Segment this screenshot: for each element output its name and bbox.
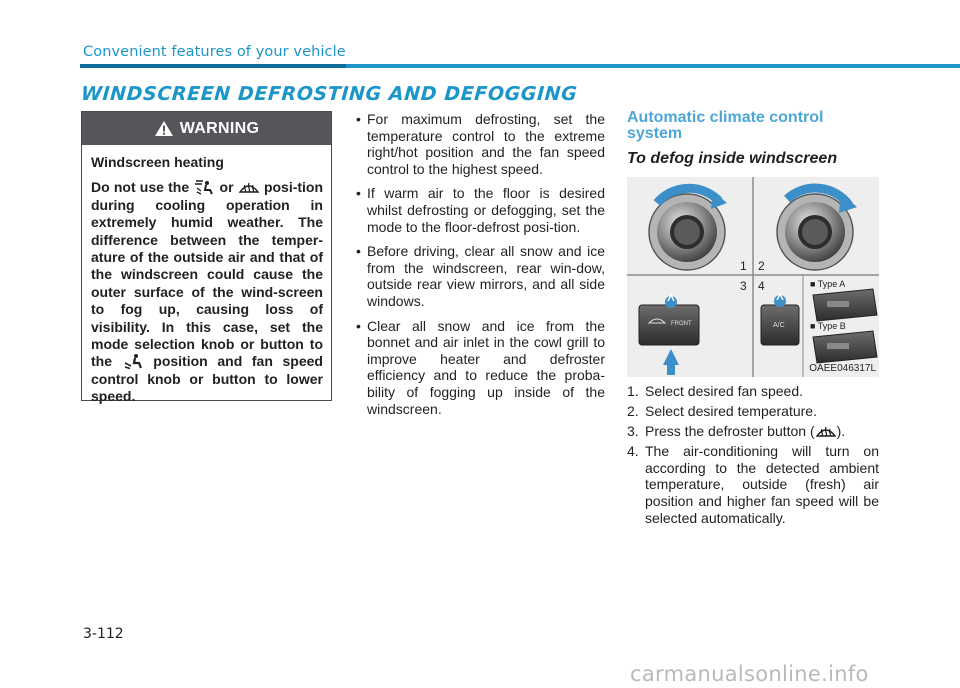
warning-subheading: Windscreen heating xyxy=(91,154,224,170)
section-header: Convenient features of your vehicle xyxy=(83,44,346,60)
warning-text-part: Do not use the xyxy=(91,179,190,196)
figure-label: 1 xyxy=(740,259,747,273)
warning-text-part: position and fan speed control knob or button to lower speed. xyxy=(91,353,323,405)
defrost-tips-list xyxy=(352,111,605,425)
page-title: WINDSCREEN DEFROSTING AND DEFOGGING xyxy=(80,83,579,105)
warning-label: WARNING xyxy=(179,119,260,137)
figure-label: 4 xyxy=(758,279,765,293)
step-text: The air-conditioning will turn on according to the detected ambient temperature, outside (fresh) air position and higher fan speed will be selected automatically. xyxy=(645,443,879,526)
list-item xyxy=(627,443,879,526)
section-subtitle: To defog inside windscreen xyxy=(627,150,838,167)
page-number: 3-112 xyxy=(83,626,124,642)
climate-control-illustration xyxy=(627,177,879,377)
warning-text-part: posi-tion during cooling operation in extremely humid weather. The difference between the temper-ature of the outside air and that of the windscreen could cause the outer surface of the wind-screen to fog up, causing loss of visibility. In this case, set the mode selection knob or button to the xyxy=(91,179,324,370)
header-rule-accent xyxy=(80,64,346,68)
step-text: ). xyxy=(836,423,846,440)
list-item xyxy=(627,423,879,440)
figure-label: 2 xyxy=(758,259,765,273)
list-item: • If warm air to the floor is desired whilst defrosting or defogging, set the mode to the floor-defrost posi-tion. xyxy=(352,185,605,235)
list-item xyxy=(627,403,879,420)
type-a-label: ■ Type A xyxy=(810,279,846,289)
type-b-label: ■ Type B xyxy=(810,321,846,331)
warning-body xyxy=(82,145,331,406)
type-b-button xyxy=(813,331,877,363)
step-text: Select desired temperature. xyxy=(645,403,817,420)
warning-text xyxy=(91,179,323,405)
button-caption: A/C xyxy=(773,322,785,329)
floor-mode-icon xyxy=(122,353,144,369)
type-a-button xyxy=(813,289,877,321)
floor-defrost-mode-icon xyxy=(193,179,215,195)
step-text: Select desired fan speed. xyxy=(645,383,803,399)
section-title: Automatic climate control system xyxy=(627,109,824,142)
step-number: 2. xyxy=(627,403,639,420)
warning-text-part: or xyxy=(219,179,234,196)
warning-triangle-icon xyxy=(154,120,174,137)
list-item: • For maximum defrosting, set the temperature control to the extreme right/hot position and the fan speed control to the highest speed. xyxy=(352,111,605,177)
list-item: • Before driving, clear all snow and ice from the windscreen, rear win-dow, outside rear view mirrors, and all side windows. xyxy=(352,243,605,309)
step-number: 4. xyxy=(627,443,639,460)
figure-code: OAEE046317L xyxy=(809,363,876,374)
step-number: 3. xyxy=(627,423,639,440)
figure-label: 3 xyxy=(740,279,747,293)
list-item xyxy=(627,383,879,400)
fan-speed-knob xyxy=(649,188,727,270)
climate-control-figure xyxy=(627,177,879,377)
watermark: carmanualsonline.info xyxy=(630,662,869,686)
defrost-icon xyxy=(815,423,837,439)
warning-header xyxy=(82,112,331,145)
defrost-icon xyxy=(238,179,260,195)
warning-box xyxy=(81,111,332,405)
defog-steps-list xyxy=(627,383,879,530)
step-number: 1. xyxy=(627,383,639,399)
list-item: • Clear all snow and ice from the bonnet and air inlet in the cowl grill to improve heater and defroster efficiency and to reduce the proba-bility of fogging up inside of the windscreen. xyxy=(352,318,605,418)
button-caption: FRONT xyxy=(671,321,692,327)
step-text: Press the defroster button ( xyxy=(645,423,815,440)
